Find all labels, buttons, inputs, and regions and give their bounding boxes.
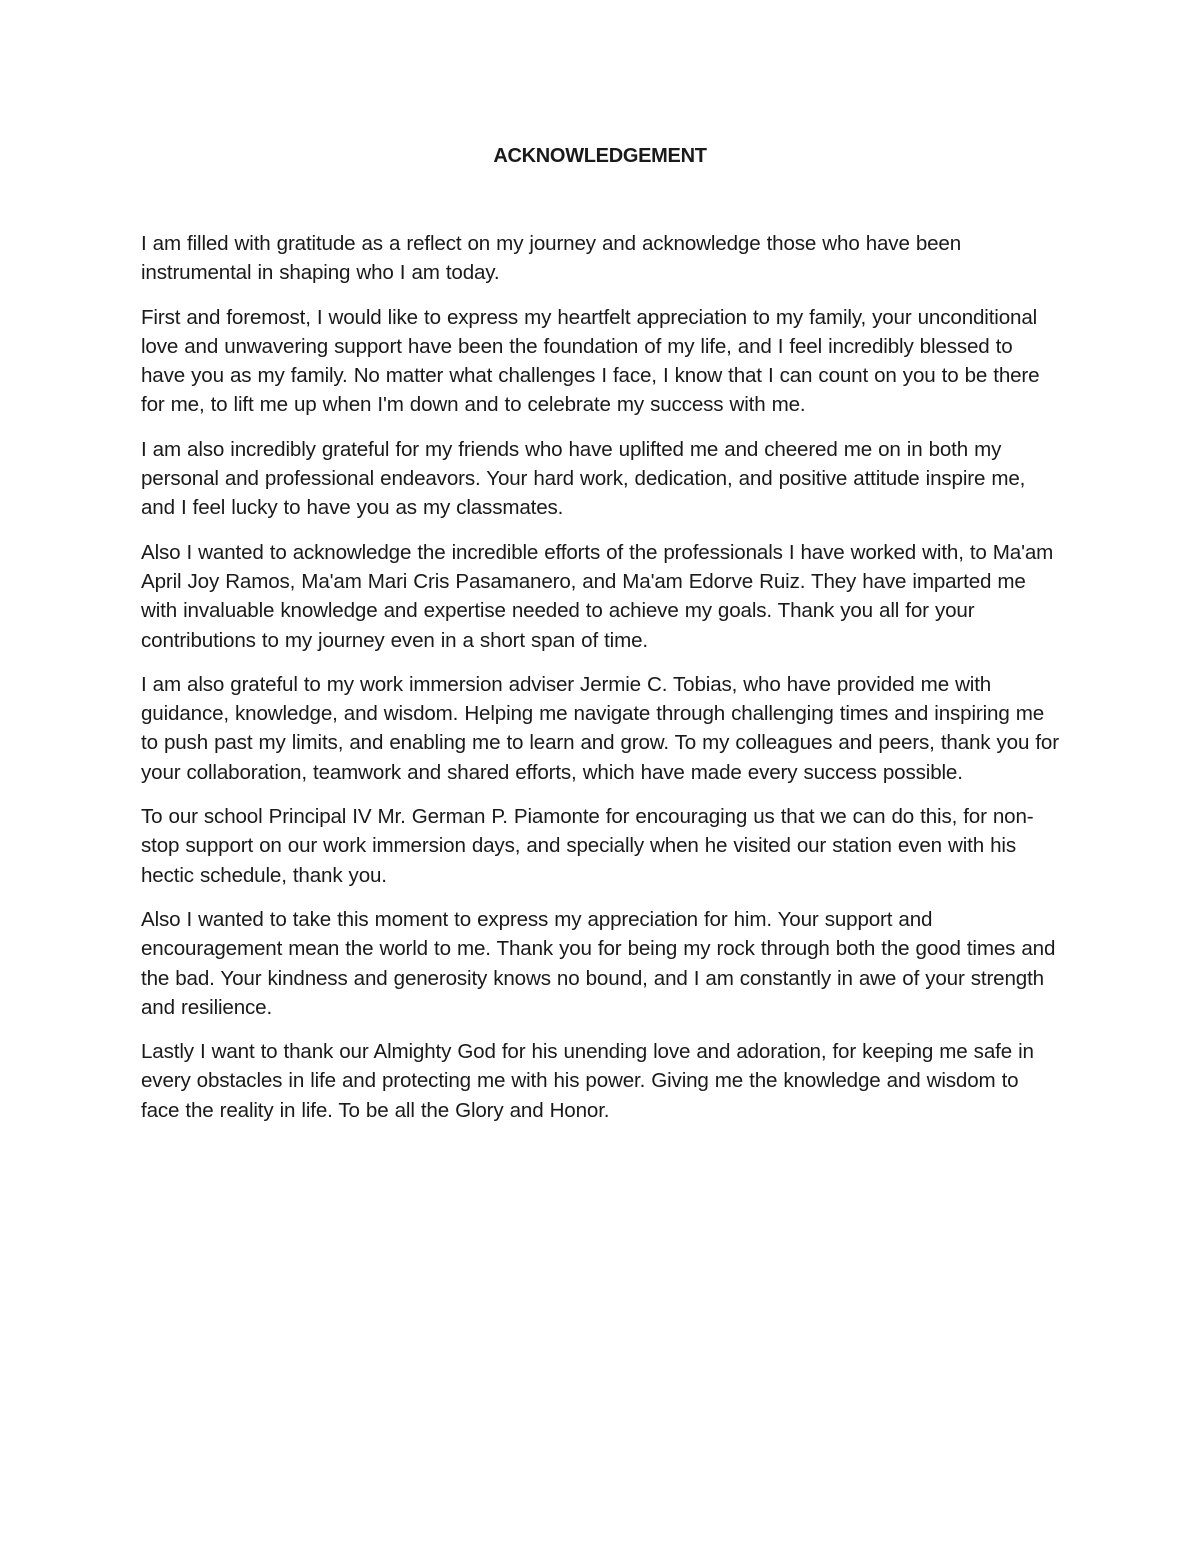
paragraph-family: First and foremost, I would like to express my heartfelt appreciation to my family, your unconditional love and unwavering support have been the foundation of my life, and I feel incredibly blessed to have you as my family. No matter what challenges I face, I know that I can count on you to be there for me, to lift me up when I'm down and to celebrate my success with me. [141,305,1040,417]
paragraph-friends: I am also incredibly grateful for my friends who have uplifted me and cheered me on in both my personal and professional endeavors. Your hard work, dedication, and positive attitude inspire me, and I feel lucky to have you as my classmates. [141,437,1026,520]
paragraph-professionals: Also I wanted to acknowledge the incredible efforts of the professionals I have worked with, to Ma'am April Joy Ramos, Ma'am Mari Cris Pasamanero, and Ma'am Edorve Ruiz. They have imparted me with invaluable knowledge and expertise needed to achieve my goals. Thank you all for your contributions to my journey even in a short span of time. [141,540,1054,652]
document-title: ACKNOWLEDGEMENT [493,145,707,167]
paragraph-adviser: I am also grateful to my work immersion adviser Jermie C. Tobias, who have provided me with guidance, knowledge, and wisdom. Helping me navigate through challenging times and inspiring me to push past my limits, and enabling me to learn and grow. To my colleagues and peers, thank you for your collaboration, teamwork and shared efforts, which have made every success possible. [141,672,1059,784]
paragraph-intro: I am filled with gratitude as a reflect on my journey and acknowledge those who have been instrumental in shaping who I am today. [141,232,962,285]
paragraph-appreciation: Also I wanted to take this moment to express my appreciation for him. Your support and encouragement mean the world to me. Thank you for being my rock through both the good times and the bad. Your kindness and generosity knows no bound, and I am constantly in awe of your strength and resilience. [141,907,1056,1019]
document-body [141,229,1061,1140]
paragraph-principal: To our school Principal IV Mr. German P. Piamonte for encouraging us that we can do this, for non-stop support on our work immersion days, and specially when he visited our station even with his hectic schedule, thank you. [141,805,1034,887]
paragraph-closing: Lastly I want to thank our Almighty God for his unending love and adoration, for keeping me safe in every obstacles in life and protecting me with his power. Giving me the knowledge and wisdom to face the reality in life. To be all the Glory and Honor. [141,1040,1034,1122]
